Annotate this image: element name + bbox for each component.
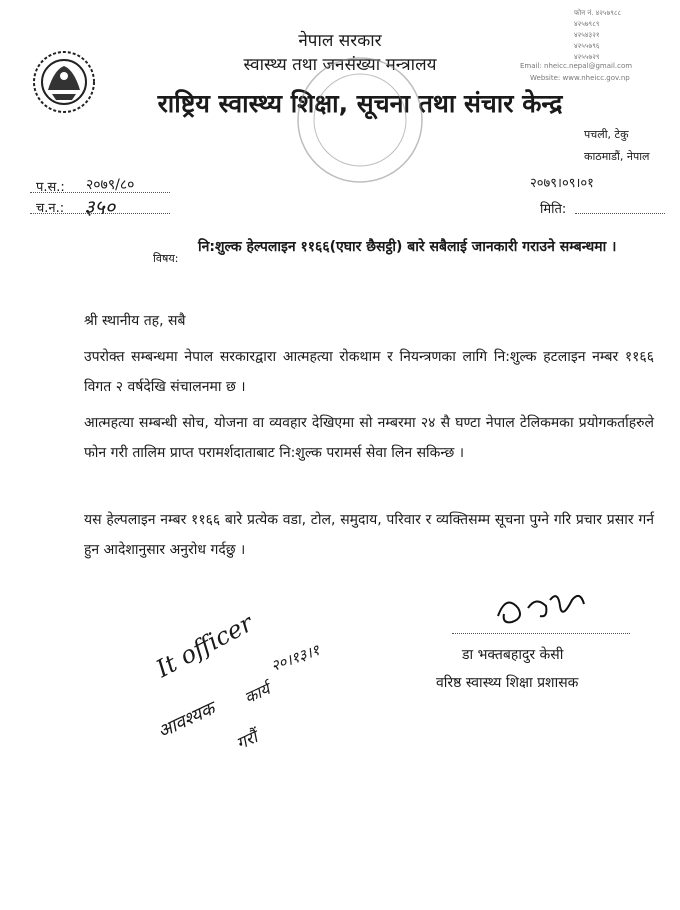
contact-number: ४२५४३२१ xyxy=(574,31,600,39)
center-title: राष्ट्रिय स्वास्थ्य शिक्षा, सूचना तथा संचार केन्द्र xyxy=(157,89,563,118)
ps-underline xyxy=(30,192,170,193)
handwritten-line: २०।१३।१ xyxy=(268,640,322,676)
contact-number: ४२५५७९६ xyxy=(574,42,600,50)
signatory-name: डा भक्तबहादुर केसी xyxy=(462,647,564,663)
email-text: Email: nheicc.nepal@gmail.com xyxy=(520,62,633,70)
cn-value: ३५० xyxy=(84,195,116,219)
handwritten-line: कार्य xyxy=(241,679,273,708)
handwritten-line: It officer xyxy=(151,608,258,684)
date-label: मिति: xyxy=(540,202,567,217)
ministry-title: स्वास्थ्य तथा जनसंख्या मन्त्रालय xyxy=(243,55,437,75)
handwritten-line: आवश्यक xyxy=(154,698,219,743)
subject-label: विषय: xyxy=(153,252,179,265)
contact-number: ४२५७९८९ xyxy=(574,20,600,28)
contact-number: ४२५५७२९ xyxy=(574,53,600,61)
date-underline xyxy=(575,213,665,214)
ps-label: प.स.: xyxy=(36,180,65,195)
contact-numbers xyxy=(574,8,674,63)
address-line: पचली, टेकु xyxy=(584,128,629,141)
website-text: Website: www.nheicc.gov.np xyxy=(530,74,630,82)
handwritten-note xyxy=(140,608,340,768)
contact-number: फोन नं. ४२५७९८८ xyxy=(574,9,622,17)
cn-label: च.न.: xyxy=(36,201,65,216)
body-paragraph-3: यस हेल्पलाइन नम्बर ११६६ बारे प्रत्येक वडा, टोल, समुदाय, परिवार र व्यक्तिसम्म सूचना पुग्ने गरि प्रचार प्रसार गर्न हुन आदेशानुसार अनुरोध गर्दछु । xyxy=(84,512,654,558)
body-paragraph-2: आत्महत्या सम्बन्धी सोच, योजना वा व्यवहार देखिएमा सो नम्बरमा २४ सै घण्टा नेपाल टेलिकमका प्रयोगकर्ताहरुले फोन गरी तालिम प्राप्त परामर्शदाताबाट नि:शुल्क परामर्स सेवा लिन सकिन्छ । xyxy=(84,415,654,461)
address xyxy=(584,124,650,168)
signatory-title: वरिष्ठ स्वास्थ्य शिक्षा प्रशासक xyxy=(436,675,579,691)
signature-line xyxy=(452,633,630,634)
signature-icon xyxy=(488,586,608,636)
date-value: २०७९।०९।०१ xyxy=(530,176,594,191)
ps-value: २०७९/८० xyxy=(86,177,135,193)
address-line: काठमाडौं, नेपाल xyxy=(584,150,650,163)
salutation: श्री स्थानीय तह, सबै xyxy=(84,313,186,329)
government-title: नेपाल सरकार xyxy=(298,31,382,51)
handwritten-line: गरौं xyxy=(233,727,261,755)
body-paragraph-1: उपरोक्त सम्बन्धमा नेपाल सरकारद्वारा आत्महत्या रोकथाम र नियन्त्रणका लागि नि:शुल्क हटलाइन नम्बर ११६६ विगत २ वर्षदेखि संचालनमा छ । xyxy=(84,349,654,395)
office-stamp-icon xyxy=(290,50,430,190)
cn-underline xyxy=(30,213,170,214)
subject-text: नि:शुल्क हेल्पलाइन ११६६(एघार छैसट्ठी) बारे सबैलाई जानकारी गराउने सम्बन्धमा । xyxy=(198,239,617,255)
